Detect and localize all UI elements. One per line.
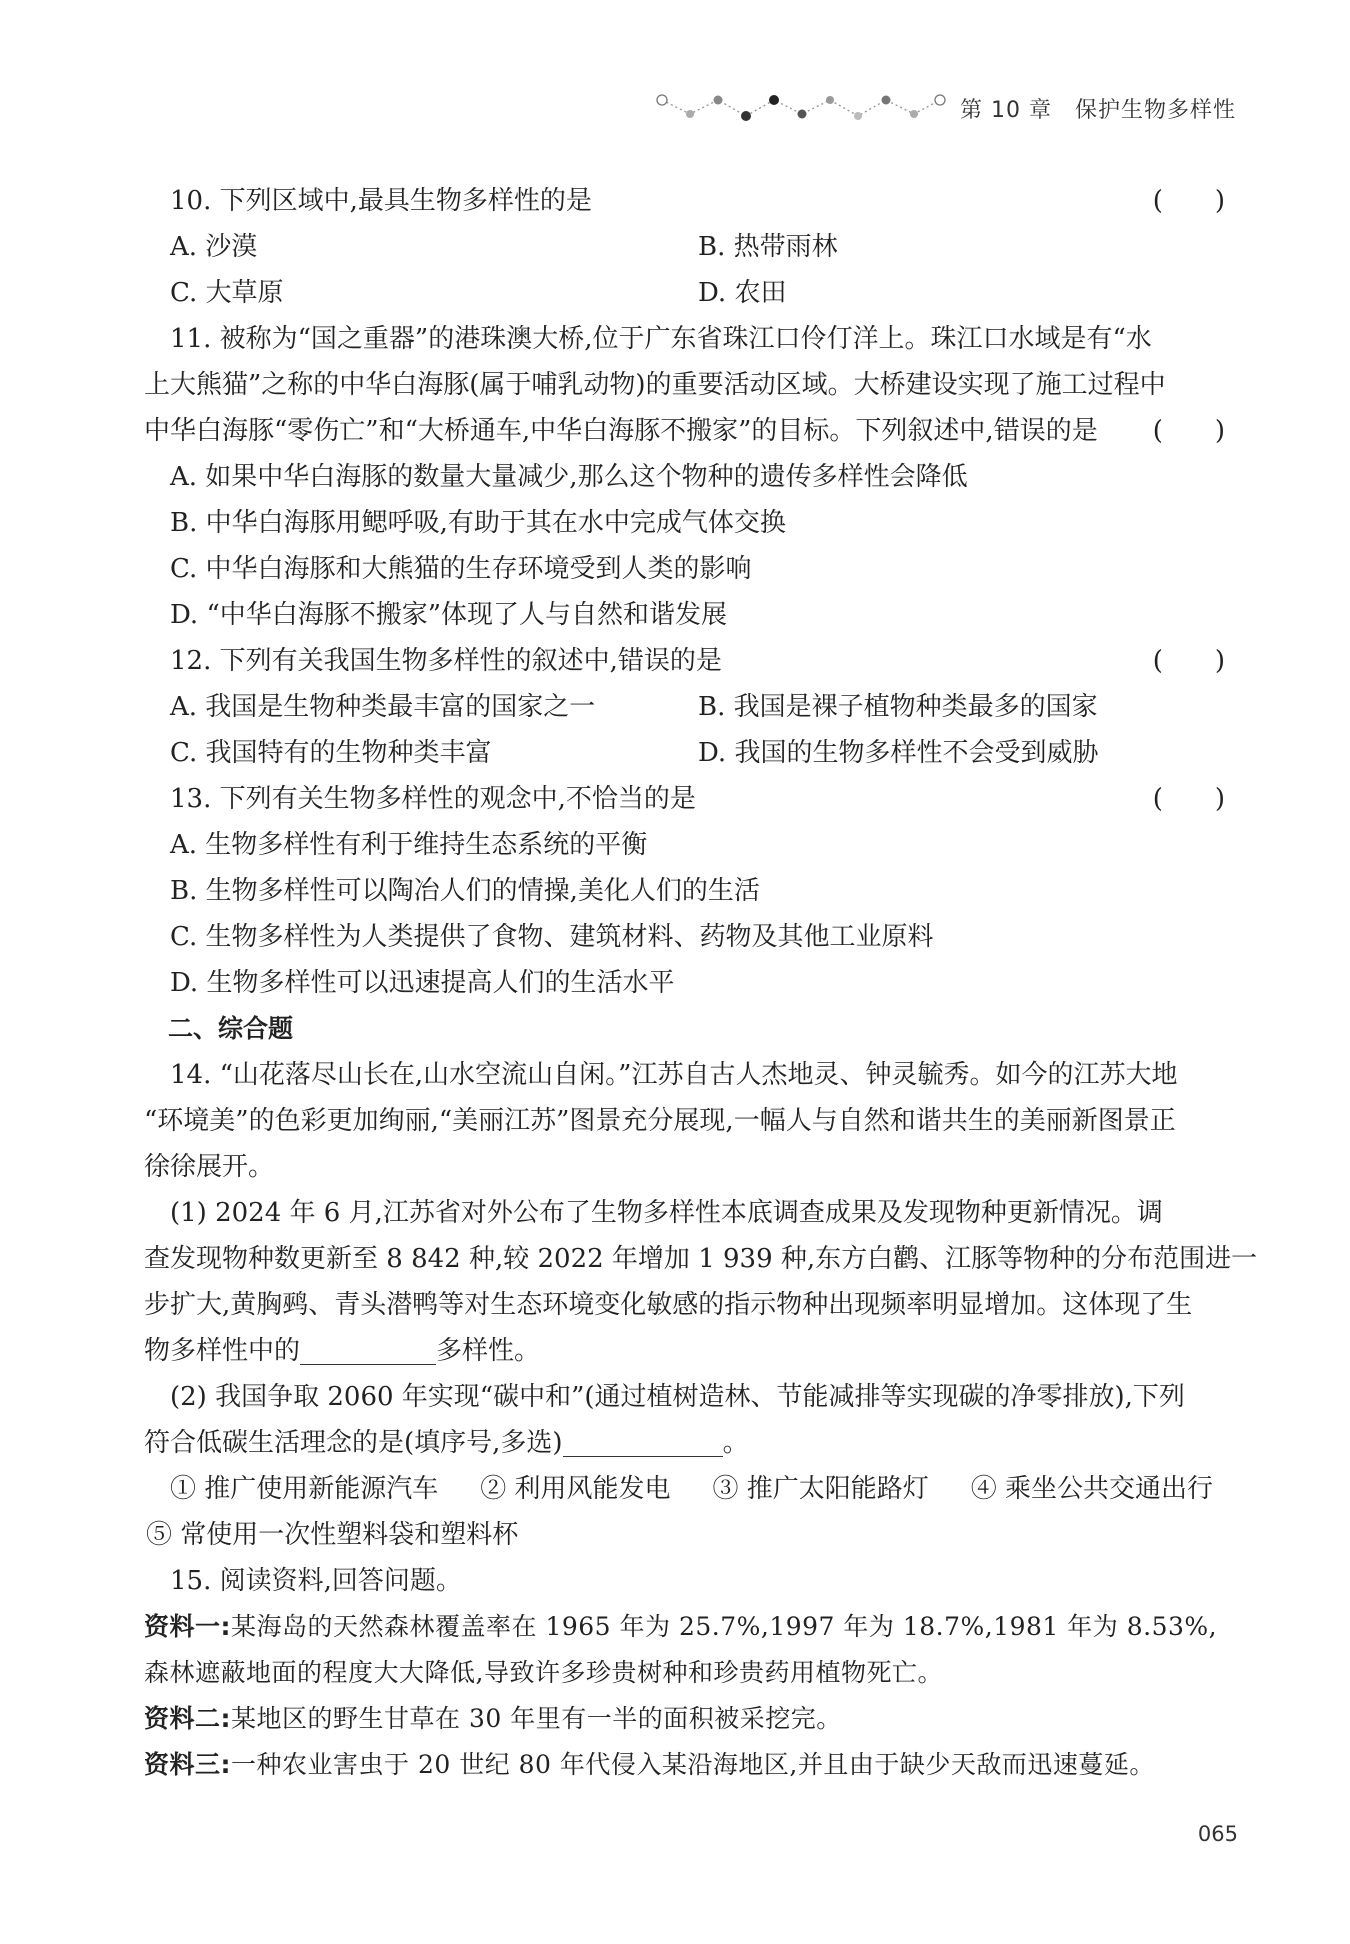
choice-5: ⑤ 常使用一次性塑料袋和塑料杯	[146, 1520, 519, 1550]
material-3-label: 资料三:	[144, 1750, 231, 1779]
choice-1: ① 推广使用新能源汽车	[170, 1474, 439, 1504]
question-11-option-b: B. 中华白海豚用鳃呼吸,有助于其在水中完成气体交换	[170, 508, 786, 538]
question-11-option-a: A. 如果中华白海豚的数量大量减少,那么这个物种的遗传多样性会降低	[170, 462, 968, 492]
chapter-title: 第 10 章 保护生物多样性	[960, 97, 1236, 123]
question-12-options-row-2	[170, 730, 1233, 776]
question-10-stem: 10. 下列区域中,最具生物多样性的是 ( )	[170, 178, 1233, 224]
question-13-option-b: B. 生物多样性可以陶冶人们的情操,美化人们的生活	[170, 876, 760, 906]
option-b: B. 我国是裸子植物种类最多的国家	[698, 692, 1098, 722]
question-13-stem: 13. 下列有关生物多样性的观念中,不恰当的是 ( )	[170, 776, 1233, 822]
material-3: 资料三:一种农业害虫于 20 世纪 80 年代侵入某沿海地区,并且由于缺少天敌而迅速蔓延。	[144, 1750, 1155, 1779]
question-15-stem: 15. 阅读资料,回答问题。	[170, 1566, 462, 1596]
page-content	[144, 178, 1258, 1788]
question-12-options-row-1	[170, 684, 1233, 730]
section-title: 二、综合题	[168, 1014, 294, 1043]
page-number: 065	[1197, 1822, 1238, 1846]
question-14-intro-line-1: 14. “山花落尽山长在,山水空流山自闲。”江苏自古人杰地灵、钟灵毓秀。如今的江苏大地	[170, 1060, 1178, 1090]
answer-paren: ( )	[1152, 416, 1225, 446]
page-header	[656, 88, 1236, 128]
answer-paren: ( )	[1152, 784, 1225, 814]
question-14-part-2-line-2: 符合低碳生活理念的是(填序号,多选) 。	[144, 1428, 749, 1458]
option-c: C. 大草原	[170, 278, 284, 308]
choice-2: ② 利用风能发电	[480, 1474, 671, 1504]
question-11-option-d: D. “中华白海豚不搬家”体现了人与自然和谐发展	[170, 600, 728, 630]
choice-3: ③ 推广太阳能路灯	[712, 1474, 929, 1504]
question-13-option-a: A. 生物多样性有利于维持生态系统的平衡	[170, 830, 648, 860]
answer-blank[interactable]	[300, 1334, 436, 1365]
option-d: D. 我国的生物多样性不会受到威胁	[698, 738, 1099, 768]
material-2-label: 资料二:	[144, 1704, 231, 1733]
question-13-option-c: C. 生物多样性为人类提供了食物、建筑材料、药物及其他工业原料	[170, 922, 934, 952]
answer-paren: ( )	[1152, 646, 1225, 676]
answer-paren: ( )	[1152, 186, 1225, 216]
option-a: A. 沙漠	[170, 232, 258, 262]
option-a: A. 我国是生物种类最丰富的国家之一	[170, 692, 596, 722]
question-11-stem-line-3: 中华白海豚“零伤亡”和“大桥通车,中华白海豚不搬家”的目标。下列叙述中,错误的是 ( )	[144, 408, 1233, 454]
question-13-option-d: D. 生物多样性可以迅速提高人们的生活水平	[170, 968, 675, 998]
question-14-part-1-line-2: 查发现物种数更新至 8 842 种,较 2022 年增加 1 939 种,东方白鹳、江豚等物种的分布范围进一	[144, 1244, 1258, 1274]
question-14-choices	[170, 1466, 1233, 1512]
material-2: 资料二:某地区的野生甘草在 30 年里有一半的面积被采挖完。	[144, 1704, 842, 1733]
question-10-options-row-1	[170, 224, 1233, 270]
question-14-part-1-line-3: 步扩大,黄胸鹀、青头潜鸭等对生态环境变化敏感的指示物种出现频率明显增加。这体现了生	[144, 1290, 1193, 1320]
chain-decoration-icon	[656, 88, 946, 128]
question-14-choice-5-row	[146, 1512, 1233, 1558]
question-10-options-row-2	[170, 270, 1233, 316]
option-b: B. 热带雨林	[698, 232, 838, 262]
choice-4: ④ 乘坐公共交通出行	[970, 1474, 1214, 1504]
material-1-label: 资料一:	[144, 1612, 231, 1641]
material-1-line-2: 森林遮蔽地面的程度大大降低,导致许多珍贵树种和珍贵药用植物死亡。	[144, 1658, 943, 1687]
option-d: D. 农田	[698, 278, 787, 308]
question-11-stem-line-1: 11. 被称为“国之重器”的港珠澳大桥,位于广东省珠江口伶仃洋上。珠江口水域是有“水	[170, 324, 1152, 354]
question-14-part-1-line-1: (1) 2024 年 6 月,江苏省对外公布了生物多样性本底调查成果及发现物种更新情况。调	[170, 1198, 1163, 1228]
question-14-intro-line-3: 徐徐展开。	[144, 1152, 275, 1182]
question-11-option-c: C. 中华白海豚和大熊猫的生存环境受到人类的影响	[170, 554, 752, 584]
answer-blank[interactable]	[563, 1426, 723, 1457]
option-c: C. 我国特有的生物种类丰富	[170, 738, 492, 768]
question-12-stem: 12. 下列有关我国生物多样性的叙述中,错误的是 ( )	[170, 638, 1233, 684]
question-14-intro-line-2: “环境美”的色彩更加绚丽,“美丽江苏”图景充分展现,一幅人与自然和谐共生的美丽新图景正	[144, 1106, 1176, 1136]
question-14-part-2-line-1: (2) 我国争取 2060 年实现“碳中和”(通过植树造林、节能减排等实现碳的净零排放),下列	[170, 1382, 1185, 1412]
material-1-line-1: 资料一:某海岛的天然森林覆盖率在 1965 年为 25.7%,1997 年为 18.7%,1981 年为 8.53%,	[144, 1612, 1218, 1641]
question-14-part-1-line-4: 物多样性中的 多样性。	[144, 1336, 541, 1366]
question-11-stem-line-2: 上大熊猫”之称的中华白海豚(属于哺乳动物)的重要活动区域。大桥建设实现了施工过程中	[144, 370, 1166, 400]
